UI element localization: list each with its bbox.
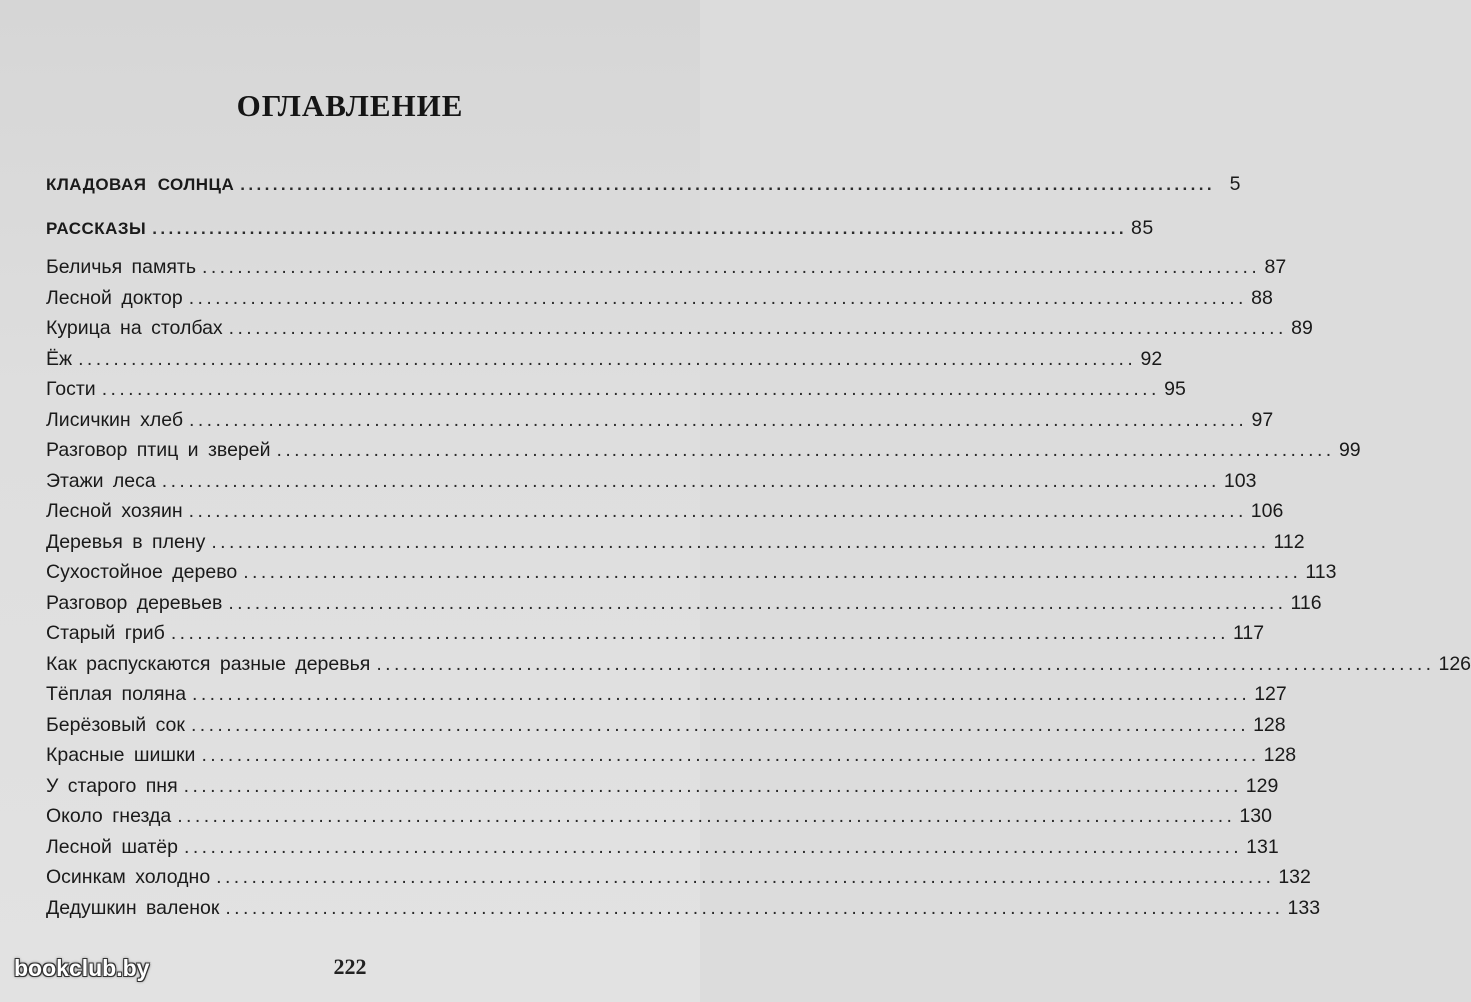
table-of-contents: [46, 168, 1471, 923]
dot-leader: ........................................................................................................................: [188, 500, 1247, 522]
dot-leader: ........................................................................................................................: [177, 805, 1236, 827]
toc-entry: [46, 344, 1163, 375]
toc-entry: [46, 771, 1279, 802]
toc-entry: [46, 832, 1279, 863]
toc-entry-page: 112: [1273, 530, 1305, 553]
toc-entry: [46, 557, 1337, 588]
toc-entry-page: 103: [1223, 469, 1257, 492]
toc-entry-title: Старый гриб: [46, 622, 165, 644]
toc-entry-title: КЛАДОВАЯ СОЛНЦА: [46, 175, 235, 194]
toc-entry-title: Берёзовый сок: [46, 713, 185, 736]
toc-entry-title: Лесной доктор: [46, 286, 183, 309]
toc-entry-title: Ёж: [46, 347, 73, 370]
toc-entry-page: 131: [1246, 835, 1279, 858]
toc-entry-page: 128: [1253, 713, 1286, 736]
toc-entry-title: Гости: [46, 378, 96, 400]
toc-entry-title: Лесной шатёр: [46, 835, 178, 858]
toc-entry: [46, 252, 1287, 283]
toc-entry: [46, 435, 1361, 466]
toc-entry: [46, 649, 1471, 680]
toc-section-entry: [46, 212, 1154, 252]
toc-entry-page: 132: [1278, 866, 1311, 888]
toc-entry-page: 89: [1291, 317, 1313, 339]
dot-leader: ........................................................................................................................: [170, 622, 1229, 644]
toc-entry: [46, 527, 1305, 558]
toc-entry-page: 133: [1287, 896, 1321, 919]
dot-leader: ........................................................................................................................: [225, 896, 1284, 919]
toc-entry-page: 116: [1290, 591, 1322, 614]
watermark-text: bookclub.by: [14, 955, 150, 981]
toc-entry-title: Красные шишки: [46, 744, 196, 766]
dot-leader: ........................................................................................................................: [276, 439, 1335, 461]
toc-entry: [46, 496, 1284, 527]
toc-entry-title: У старого пня: [46, 774, 178, 797]
dot-leader: ........................................................................................................................: [192, 683, 1251, 705]
toc-entry-title: Разговор птиц и зверей: [46, 439, 271, 461]
toc-entry-title: Курица на столбах: [46, 317, 223, 339]
toc-entry: [46, 801, 1272, 832]
toc-entry: [46, 313, 1313, 344]
dot-leader: ........................................................................................................................: [184, 835, 1243, 858]
toc-entry-title: РАССКАЗЫ: [46, 219, 147, 238]
toc-entry-page: 106: [1250, 500, 1284, 522]
dot-leader: ........................................................................................................................: [228, 591, 1287, 614]
toc-entry-page: 88: [1251, 286, 1273, 309]
dot-leader: ........................................................................................................................: [190, 713, 1250, 736]
toc-entry-page: 5: [1229, 173, 1242, 195]
dot-leader: ........................................................................................................................: [211, 530, 1270, 553]
toc-entry-page: 113: [1305, 561, 1337, 583]
page-number: 222: [333, 954, 367, 979]
toc-entry-title: Этажи леса: [46, 469, 156, 492]
toc-entry-page: 127: [1254, 683, 1287, 705]
toc-entry: [46, 679, 1287, 710]
toc-entry: [46, 740, 1297, 771]
page-title: ОГЛАВЛЕНИЕ: [236, 88, 464, 123]
toc-entry-page: 130: [1239, 805, 1272, 827]
dot-leader: ........................................................................................................................: [161, 469, 1220, 492]
dot-leader: ........................................................................................................................: [202, 256, 1261, 278]
toc-entry: [46, 893, 1321, 924]
dot-leader: ........................................................................................................................: [228, 317, 1287, 339]
toc-entry-page: 128: [1263, 744, 1297, 766]
dot-leader: ........................................................................................................................: [189, 408, 1248, 431]
dot-leader: ........................................................................................................................: [243, 561, 1302, 583]
toc-entry-title: Деревья в плену: [46, 530, 206, 553]
toc-entry-page: 87: [1264, 256, 1287, 278]
toc-entry-title: Сухостойное дерево: [46, 561, 238, 583]
toc-entry-title: Тёплая поляна: [46, 683, 187, 705]
toc-entry-page: 92: [1140, 347, 1163, 370]
toc-entry-page: 85: [1130, 217, 1154, 239]
dot-leader: ........................................................................................................................: [101, 378, 1160, 400]
toc-entry-title: Лесной хозяин: [46, 500, 183, 522]
toc-entry-page: 117: [1232, 622, 1265, 644]
toc-entry: [46, 710, 1286, 741]
toc-entry: [46, 466, 1257, 497]
toc-section-entry: [46, 168, 1242, 212]
dot-leader: ........................................................................................................................: [216, 866, 1275, 888]
dot-leader: ........................................................................................................................: [188, 286, 1247, 309]
toc-entry-page: 129: [1245, 774, 1279, 797]
dot-leader: ........................................................................................................................: [78, 347, 1137, 370]
toc-entry-title: Около гнезда: [46, 805, 172, 827]
dot-leader: ........................................................................................................................: [376, 652, 1435, 675]
dot-leader: ........................................................................................................................: [240, 175, 1216, 194]
toc-entry-title: Лисичкин хлеб: [46, 408, 184, 431]
toc-entry-page: 95: [1164, 378, 1186, 400]
dot-leader: ........................................................................................................................: [152, 219, 1127, 238]
dot-leader: ........................................................................................................................: [201, 744, 1260, 766]
toc-entry: [46, 374, 1186, 405]
toc-entry-page: 97: [1251, 408, 1274, 431]
toc-entry-page: 99: [1338, 439, 1361, 461]
toc-entry-page: 126: [1438, 652, 1471, 675]
dot-leader: ........................................................................................................................: [183, 774, 1242, 797]
toc-entry: [46, 405, 1274, 436]
toc-entry-title: Дедушкин валенок: [46, 896, 220, 919]
toc-entry-title: Разговор деревьев: [46, 591, 223, 614]
toc-entry: [46, 862, 1311, 893]
toc-entry-title: Беличья память: [46, 256, 197, 278]
toc-entry: [46, 588, 1322, 619]
toc-entry: [46, 618, 1265, 649]
toc-entry: [46, 283, 1273, 314]
toc-entry-title: Как распускаются разные деревья: [46, 652, 371, 675]
toc-entry-title: Осинкам холодно: [46, 866, 211, 888]
